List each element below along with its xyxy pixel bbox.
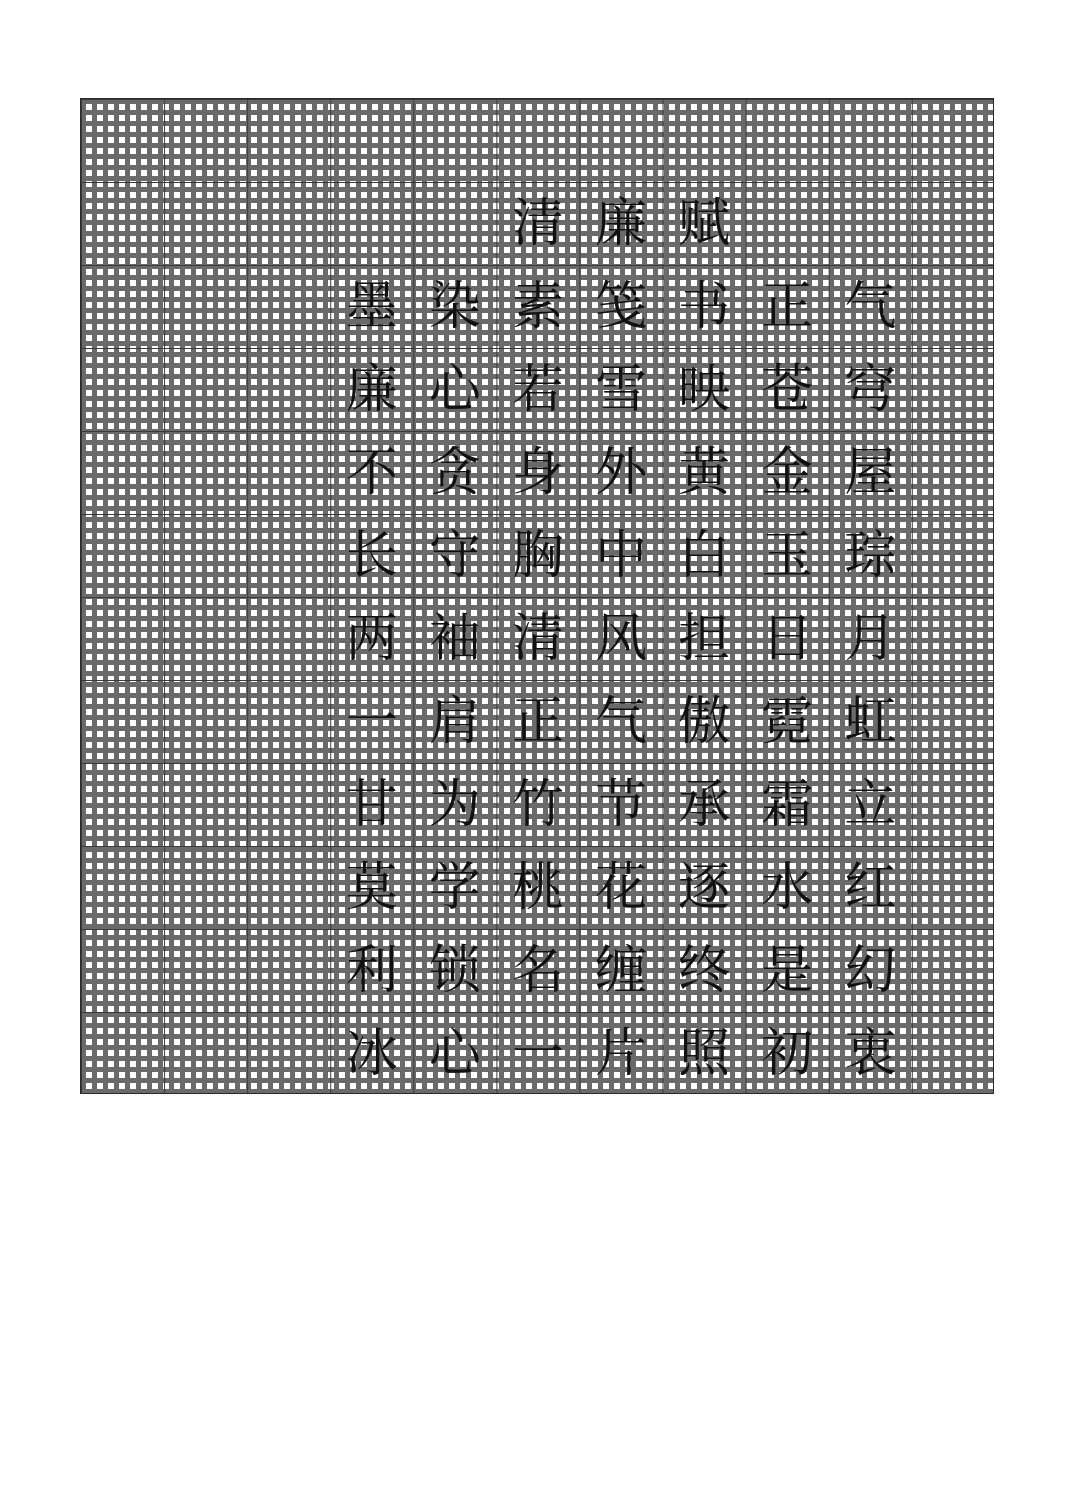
poem-char: 立	[844, 774, 897, 835]
poem-char: 正	[761, 276, 814, 337]
poem-char: 片	[595, 1023, 648, 1084]
poem-line	[81, 431, 993, 514]
poem-char: 缠	[595, 940, 648, 1001]
poem-char: 担	[678, 608, 731, 669]
poem-line	[81, 597, 993, 680]
poem-char: 桃	[511, 857, 564, 918]
poem-char: 风	[595, 608, 648, 669]
poem-char: 中	[595, 525, 648, 586]
poem-char: 红	[844, 857, 897, 918]
grid-paper	[80, 98, 994, 1094]
poem-char: 为	[428, 774, 481, 835]
poem-char: 两	[345, 608, 398, 669]
poem-char: 映	[678, 359, 731, 420]
poem-line	[81, 763, 993, 846]
poem-char: 素	[511, 276, 564, 337]
poem-line	[81, 265, 993, 348]
poem-char: 琮	[844, 525, 897, 586]
poem-char: 冰	[345, 1023, 398, 1084]
poem-char: 莫	[345, 857, 398, 918]
poem-char: 水	[761, 857, 814, 918]
poem-char: 甘	[345, 774, 398, 835]
poem-char: 学	[428, 857, 481, 918]
poem-char: 霓	[761, 691, 814, 752]
poem-char: 气	[595, 691, 648, 752]
poem-char: 一	[511, 1023, 564, 1084]
poem-char: 胸	[511, 525, 564, 586]
poem-char: 肩	[428, 691, 481, 752]
poem-char: 初	[761, 1023, 814, 1084]
poem-line	[81, 680, 993, 763]
poem-char: 雪	[595, 359, 648, 420]
poem-char: 逐	[678, 857, 731, 918]
poem-char: 染	[428, 276, 481, 337]
poem-char: 袖	[428, 608, 481, 669]
poem-char: 笺	[595, 276, 648, 337]
poem-title	[81, 182, 993, 265]
poem-char: 白	[678, 525, 731, 586]
poem-char: 屋	[844, 442, 897, 503]
poem-char: 幻	[844, 940, 897, 1001]
poem-char: 外	[595, 442, 648, 503]
poem-char: 名	[511, 940, 564, 1001]
poem-char: 月	[844, 608, 897, 669]
poem-line	[81, 514, 993, 597]
poem-char: 承	[678, 774, 731, 835]
poem-char: 花	[595, 857, 648, 918]
poem-char: 气	[844, 276, 897, 337]
poem-char: 贪	[428, 442, 481, 503]
poem-char: 日	[761, 608, 814, 669]
poem-char: 穹	[844, 359, 897, 420]
poem-char: 心	[428, 359, 481, 420]
poem-char: 身	[511, 442, 564, 503]
poem-char: 虹	[844, 691, 897, 752]
poem-line	[81, 348, 993, 431]
poem-char: 衷	[844, 1023, 897, 1084]
poem-char: 苍	[761, 359, 814, 420]
poem-char: 是	[761, 940, 814, 1001]
poem-char: 照	[678, 1023, 731, 1084]
poem-line	[81, 846, 993, 929]
poem-line	[81, 1012, 993, 1095]
poem-char: 长	[345, 525, 398, 586]
poem-char: 心	[428, 1023, 481, 1084]
poem-char: 锁	[428, 940, 481, 1001]
poem-char: 不	[345, 442, 398, 503]
poem-char: 竹	[511, 774, 564, 835]
poem-char: 守	[428, 525, 481, 586]
title-char: 赋	[678, 193, 731, 254]
poem-char: 利	[345, 940, 398, 1001]
poem-char: 墨	[345, 276, 398, 337]
poem-char: 书	[678, 276, 731, 337]
poem-char: 黄	[678, 442, 731, 503]
poem-char: 廉	[345, 359, 398, 420]
poem-char: 清	[511, 608, 564, 669]
poem-char: 节	[595, 774, 648, 835]
poem-char: 傲	[678, 691, 731, 752]
title-char: 廉	[595, 193, 648, 254]
poem-char: 金	[761, 442, 814, 503]
poem-char: 一	[345, 691, 398, 752]
poem-line	[81, 929, 993, 1012]
poem-char: 玉	[761, 525, 814, 586]
title-char: 清	[511, 193, 564, 254]
poem-char: 正	[511, 691, 564, 752]
poem-char: 霜	[761, 774, 814, 835]
poem-char: 若	[511, 359, 564, 420]
poem-char: 终	[678, 940, 731, 1001]
